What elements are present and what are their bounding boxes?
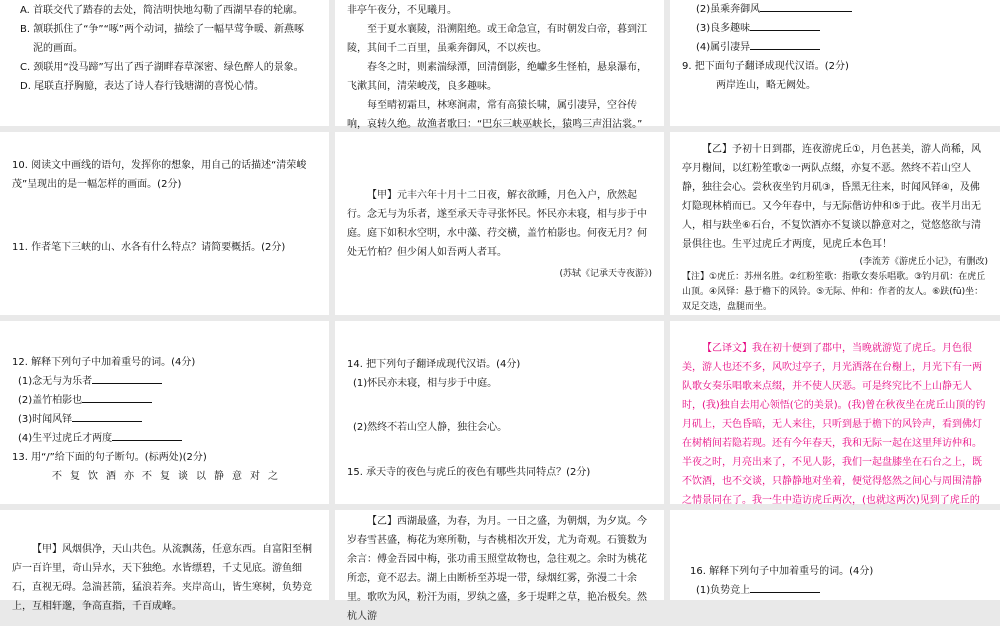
option-a: A. 首联交代了踏春的去处，简洁明快地勾勒了西湖早春的轮廓。 — [20, 5, 304, 16]
card-passage-sanxia — [335, 0, 664, 130]
option-c: C. 颈联用“没马蹄”写出了西子湖畔春草深密、绿色醉人的景象。 — [20, 62, 304, 73]
answer-blank[interactable] — [72, 410, 142, 422]
option-d: D. 尾联直抒胸臆，表达了诗人春行钱塘湖的喜悦心情。 — [20, 81, 265, 92]
q14-sentence-1: (1)怀民亦未寝，相与步于中庭。 — [353, 378, 498, 389]
passage-source: (李流芳《游虎丘小记》，有删改) — [859, 257, 988, 267]
question-13-sentence: 不复饮酒亦不复谈以静意对之 — [52, 471, 286, 482]
card-question-options — [0, 0, 329, 126]
card-passage-chengtiansi — [335, 132, 664, 315]
answer-blank[interactable] — [750, 581, 820, 593]
question-13: 13. 用“/”给下面的句子断句。(标两处)(2分) — [12, 452, 207, 463]
card-passage-huqiu — [670, 132, 1000, 315]
q8-item-3-text: (3)良多趣味 — [696, 23, 751, 34]
question-10: 10. 阅读文中画线的语句，发挥你的想象，用自己的话描述“清荣峻茂”呈现出的是一幅怎样的画面。(2分) — [12, 160, 307, 190]
passage-notes: 【注】①虎丘：苏州名胜。②红粉笙歌：指歌女奏乐唱歌。③钓月矶：在虎丘山顶。④风铎：悬于檐下的风铃。⑤无际、仲和：作者的友人。⑥趺(fū)坐：双足交迭，盘腿而坐。 — [682, 272, 986, 312]
option-b: B. 颔联抓住了“争”“啄”两个动词，描绘了一幅早莺争暖、新燕啄 — [20, 24, 304, 35]
option-b-cont: 泥的画面。 — [33, 43, 83, 54]
card-questions-14-15 — [335, 321, 664, 504]
passage-paragraph: 至于夏水襄陵，沿溯阻绝。或王命急宣，有时朝发白帝，暮到江陵，其间千二百里，虽乘奔御风，不以疾也。 — [347, 24, 647, 54]
passage-line: 非亭午夜分，不见曦月。 — [347, 5, 457, 16]
question-9-sentence: 两岸连山，略无阙处。 — [716, 80, 816, 91]
card-passage-fuchun — [0, 510, 329, 612]
card-passage-xihu — [335, 510, 664, 622]
q12-item-4 — [12, 429, 317, 448]
translation-text: 【乙译文】我在初十便到了郡中，当晚就游览了虎丘。月色很美，游人也还不多，风吹过亭子，月光洒落在台榭上，月光下有一两队歌女奏乐唱歌来点缀，并不使人厌恶。可是终究比不上山静无人时，(我)独自去用心领悟(它的美景)。(我)曾在秋夜坐在虎丘山顶的钓月矶上，天色昏暗，无人来往，只听到悬于檐下的风铃声，看到佛灯在树梢间若隐若现。还有今年春天，我和无际一起在这里拜访仲和。半夜之时，月亮出来了，不见人影，我们一起盘膝坐在石台之上，既不饮酒，也不交谈，只静静地对坐着，便觉得悠然之间心与周围清静之情景同在了。我一生中造访虎丘两次，(也就这两次)见到了虎丘的 — [682, 343, 986, 506]
card-question-16 — [670, 510, 1000, 600]
answer-blank[interactable] — [82, 391, 152, 403]
passage-paragraph: 每至晴初霜旦，林寒涧肃，常有高猿长啸，属引凄异，空谷传响，哀转久绝。故渔者歌曰：“巴东三峡巫峡长，猿鸣三声泪沾裳。” — [347, 100, 643, 130]
answer-blank[interactable] — [750, 38, 820, 50]
q8-item-4-text: (4)属引凄异 — [696, 42, 751, 53]
q8-item-4 — [682, 38, 988, 57]
question-11: 11. 作者笔下三峡的山、水各有什么特点？请简要概括。(2分) — [12, 242, 286, 253]
question-15: 15. 承天寺的夜色与虎丘的夜色有哪些共同特点？(2分) — [347, 467, 591, 478]
answer-blank[interactable] — [760, 0, 852, 12]
answer-blank[interactable] — [750, 19, 820, 31]
passage-paragraph: 春冬之时，则素湍绿潭，回清倒影，绝巘多生怪柏，悬泉瀑布，飞漱其间，清荣峻茂，良多趣味。 — [347, 62, 647, 92]
q8-item-3 — [682, 19, 988, 38]
card-translation — [670, 321, 1000, 504]
card-questions-10-11 — [0, 132, 329, 315]
q16-item-1 — [690, 581, 988, 600]
passage-yi-xihu: 【乙】西湖最盛，为春，为月。一日之盛，为朝烟，为夕岚。今岁春雪甚盛，梅花为寒所勒，与杏桃相次开发，尤为奇观。石篑数为余言：傅金吾园中梅，张功甫玉照堂故物也，急往观之。余时为桃花所恋，竟不忍去。湖上由断桥至苏堤一带，绿烟红雾，弥漫二十余里。歌吹为风，粉汗为雨，罗纨之盛，多于堤畔之草，艳冶极矣。然杭人游 — [347, 516, 647, 622]
q16-item-1-text: (1)负势竞上 — [696, 585, 751, 596]
card-questions-12-13 — [0, 321, 329, 504]
answer-blank[interactable] — [112, 429, 182, 441]
q12-item-3 — [12, 410, 317, 429]
q12-item-3-text: (3)时闻风铎 — [18, 414, 73, 425]
question-14: 14. 把下列句子翻译成现代汉语。(4分) — [347, 359, 521, 370]
passage-jia-fuchun: 【甲】风烟俱净，天山共色。从流飘荡，任意东西。自富阳至桐庐一百许里，奇山异水，天下独绝。水皆缥碧，千丈见底。游鱼细石，直视无碍。急湍甚箭，猛浪若奔。夹岸高山，皆生寒树，负势竞上，互相轩邈，争高直指，千百成峰。 — [12, 544, 312, 612]
q12-item-2-text: (2)盖竹柏影也 — [18, 395, 83, 406]
q8-item-2 — [682, 0, 988, 19]
q12-item-2 — [12, 391, 317, 410]
q12-item-1-text: (1)念无与为乐者 — [18, 376, 93, 387]
question-12: 12. 解释下列句子中加着重号的词。(4分) — [12, 357, 196, 368]
passage-jia: 【甲】元丰六年十月十二日夜，解衣欲睡，月色入户，欣然起行。念无与为乐者，遂至承天寺寻张怀民。怀民亦未寝，相与步于中庭。庭下如积水空明，水中藻、荇交横，盖竹柏影也。何夜无月？何处无竹柏？但少闲人如吾两人者耳。 — [347, 190, 647, 258]
passage-source: (苏轼《记承天寺夜游》) — [559, 269, 652, 279]
q8-item-2-text: (2)虽乘奔御风 — [696, 4, 761, 15]
question-16: 16. 解释下列句子中加着重号的词。(4分) — [690, 566, 874, 577]
q14-sentence-2: (2)然终不若山空人静，独往会心。 — [353, 422, 508, 433]
q12-item-4-text: (4)生平过虎丘才两度 — [18, 433, 113, 444]
answer-blank[interactable] — [92, 372, 162, 384]
card-questions-8-9 — [670, 0, 1000, 126]
question-9: 9. 把下面句子翻译成现代汉语。(2分) — [682, 61, 849, 72]
passage-yi: 【乙】予初十日到郡，连夜游虎丘①，月色甚美，游人尚稀，风亭月榭间，以红粉笙歌②一两队点缀，亦复不恶。然终不若山空人静，独往会心。尝秋夜坐钓月矶③，昏黑无往来，时闻风铎④，及佛灯隐现林梢而已。又今年春中，与无际偕访仲和⑤于此。夜半月出无人，相与趺坐⑥石台，不复饮酒亦不复谈以静意对之，觉悠悠欲与清景俱往也。生平过虎丘才两度，见虎丘本色耳！ — [682, 144, 981, 250]
q12-item-1 — [12, 372, 317, 391]
